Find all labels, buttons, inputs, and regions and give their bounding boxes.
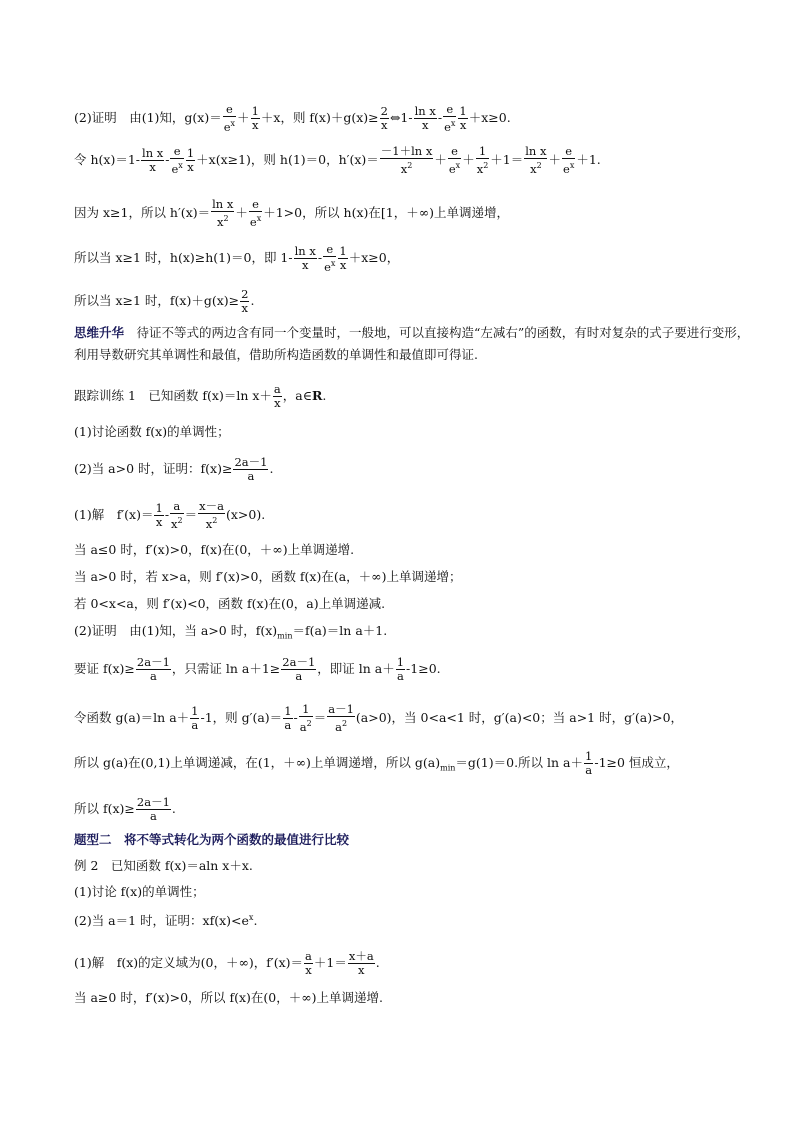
proof-part-2-line-4: 所以 g(a)在(0,1)上单调递减，在(1，＋∞)上单调递增，所以 $g(a)_{min}=g(1)=0$.所以 ln a＋ $\frac{1}{a}$ -1≥0 恒成立， <box>74 749 679 777</box>
proof-line-2: 令 h(x)＝1- $\frac{\text{ln x}}{x}$ - $\frac{e}{e^x}$ $\frac{1}{x}$ ＋x(x≥1)，则 h(1)＝0，h′(x)＝ $\frac{\text{－1＋ln x}}{x^2}$ ＋ $\frac{e}{e^x}$ ＋ $\frac{1}{x^2}$ ＋1＝ $\frac{\text{ln x}}{x^2}$ ＋ $\frac{e}{e^x}$ ＋1. <box>74 144 601 176</box>
section-heading: 题型二 将不等式转化为两个函数的最值进行比较 <box>74 832 350 847</box>
fraction: $\frac{\text{ln x}}{x}$ <box>294 243 316 272</box>
example-part-1: (1)讨论 f(x)的单调性； <box>74 884 205 899</box>
proof-line-3: 因为 x≥1，所以 h′(x)＝ $\frac{\text{ln x}}{x^2}$ ＋ $\frac{e}{e^x}$ ＋1>0，所以 h(x)在[1，＋∞)上单调递增， <box>74 197 510 229</box>
fraction: $\frac{2}{x}$ <box>241 287 249 315</box>
fraction: $\frac{1}{a}$ <box>191 703 199 732</box>
fraction: $\frac{e}{e^x}$ <box>223 102 236 134</box>
solution-line-2: 当 a≤0 时，f′(x)>0，f(x)在(0，＋∞)上单调递增. <box>74 542 355 557</box>
fraction: $\frac{\text{ln x}}{x}$ <box>414 103 436 132</box>
solution-line-3: 当 a>0 时，若 x>a，则 f′(x)>0，函数 f(x)在(a，＋∞)上单调递增； <box>74 569 462 584</box>
fraction: $\frac{e}{e^x}$ <box>444 102 456 134</box>
exercise-part-2: (2)当 a>0 时，证明：f(x)≥ $\frac{2a-1}{a}$ . <box>74 455 274 483</box>
fraction: $\frac{2a-1}{a}$ <box>136 795 170 823</box>
fraction: $\frac{2}{x}$ <box>380 103 388 132</box>
fraction: $\frac{e}{e^x}$ <box>171 144 183 176</box>
fraction: $\frac{1}{a}$ <box>396 655 405 683</box>
fraction: $\frac{\text{ln x}}{x^2}$ <box>525 144 547 176</box>
fraction: $\frac{2a-1}{a}$ <box>282 655 316 683</box>
fraction: $\frac{e}{e^x}$ <box>563 144 575 176</box>
example-title: 例 2 已知函数 f(x)＝aln x＋x. <box>74 858 253 873</box>
fraction: $\frac{1}{x}$ <box>251 103 259 132</box>
summary-paragraph: 思维升华 待证不等式的两边含有同一个变量时，一般地，可以直接构造“左减右”的函数，有时对复杂的式子要进行变形，利用导数研究其单调性和最值，借助所构造函数的单调性和最值即可得证. <box>74 325 750 362</box>
fraction: $\frac{1}{x}$ <box>186 145 195 174</box>
proof-line-5: 所以当 x≥1 时，f(x)＋g(x)≥ $\frac{2}{x}$ . <box>74 287 255 315</box>
fraction: $\frac{1}{x}$ <box>155 500 163 529</box>
proof-part-2-line-3: 令函数 g(a)＝ln a＋ $\frac{1}{a}$ -1，则 g′(a)＝ $\frac{1}{a}$ - $\frac{1}{a^2}$ ＝ $\frac{a-1}{a^2}$ (a>0)，当 0<a<1 时，g′(a)<0；当 a>1 时，g′(a)>0， <box>74 702 684 734</box>
fraction: $\frac{2a-1}{a}$ <box>136 655 170 683</box>
fraction: $\frac{e}{e^x}$ <box>249 197 262 229</box>
fraction: $\frac{a}{x}$ <box>305 949 312 977</box>
exercise-part-1: (1)讨论函数 f(x)的单调性； <box>74 424 230 439</box>
fraction: $\frac{\text{ln x}}{x}$ <box>142 145 164 174</box>
fraction: $\frac{1}{a}$ <box>284 703 292 732</box>
fraction: $\frac{x-a}{x^2}$ <box>199 499 224 531</box>
fraction: $\frac{2a-1}{a}$ <box>234 455 268 483</box>
fraction: $\frac{x+a}{x}$ <box>348 949 374 977</box>
exercise-title: 跟踪训练 1 已知函数 f(x)＝ln x＋ $\frac{a}{x}$ ，a∈R. <box>74 382 327 410</box>
solution-line-4: 若 0<x<a，则 f′(x)<0，函数 f(x)在(0，a)上单调递减. <box>74 596 386 611</box>
fraction: $\frac{e}{e^x}$ <box>324 242 336 274</box>
proof-part-2-line-2: 要证 f(x)≥ $\frac{2a-1}{a}$ ，只需证 ln a＋1≥ $\frac{2a-1}{a}$ ，即证 ln a＋ $\frac{1}{a}$ -1≥0. <box>74 655 441 683</box>
fraction: $\frac{a}{x}$ <box>273 382 281 410</box>
fraction: $\frac{1}{x}$ <box>459 103 467 132</box>
fraction: $\frac{e}{e^x}$ <box>448 144 461 176</box>
fraction: $\frac{a-1}{a^2}$ <box>328 702 354 734</box>
fraction: $\frac{a}{x^2}$ <box>171 499 183 531</box>
summary-heading: 思维升华 <box>74 325 125 340</box>
proof-part-2-line-5: 所以 f(x)≥ $\frac{2a-1}{a}$ . <box>74 795 176 823</box>
fraction: $\frac{1}{a}$ <box>585 749 593 777</box>
fraction: $\frac{\text{－1＋ln x}}{x^2}$ <box>380 144 433 176</box>
example-part-2: (2)当 a＝1 时，证明：$xf(x)<e^x$. <box>74 913 258 929</box>
proof-part-2-line-1: (2)证明 由(1)知，当 a>0 时，$f(x)_{min}=f(a)=\ln$ a＋1. <box>74 623 388 641</box>
fraction: $\frac{1}{x}$ <box>339 243 347 272</box>
solution-line-1: (1)解 f′(x)＝ $\frac{1}{x}$ - $\frac{a}{x^2}$ ＝ $\frac{x-a}{x^2}$ (x>0). <box>74 499 266 531</box>
proof-line-4: 所以当 x≥1 时，h(x)≥h(1)＝0，即 1- $\frac{\text{ln x}}{x}$ - $\frac{e}{e^x}$ $\frac{1}{x}$ ＋x≥0， <box>74 242 400 274</box>
fraction: $\frac{1}{x^2}$ <box>476 144 489 176</box>
example-solution-line-2: 当 a≥0 时，f′(x)>0，所以 f(x)在(0，＋∞)上单调递增. <box>74 990 384 1005</box>
fraction: $\frac{1}{a^2}$ <box>299 702 312 734</box>
fraction: $\frac{\text{ln x}}{x^2}$ <box>212 197 234 229</box>
example-solution-line-1: (1)解 f(x)的定义域为(0，＋∞)，f′(x)＝ $\frac{a}{x}$ ＋1＝ $\frac{x+a}{x}$ . <box>74 949 380 977</box>
proof-line-1: (2)证明 由(1)知，g(x)＝ $\frac{e}{e^x}$ ＋ $\frac{1}{x}$ ＋x，则 f(x)＋g(x)≥ $\frac{2}{x}$ ⇔1- $\frac{\text{ln x}}{x}$ - $\frac{e}{e^x}$ $\frac{1}{x}$ ＋x≥0. <box>74 102 511 134</box>
